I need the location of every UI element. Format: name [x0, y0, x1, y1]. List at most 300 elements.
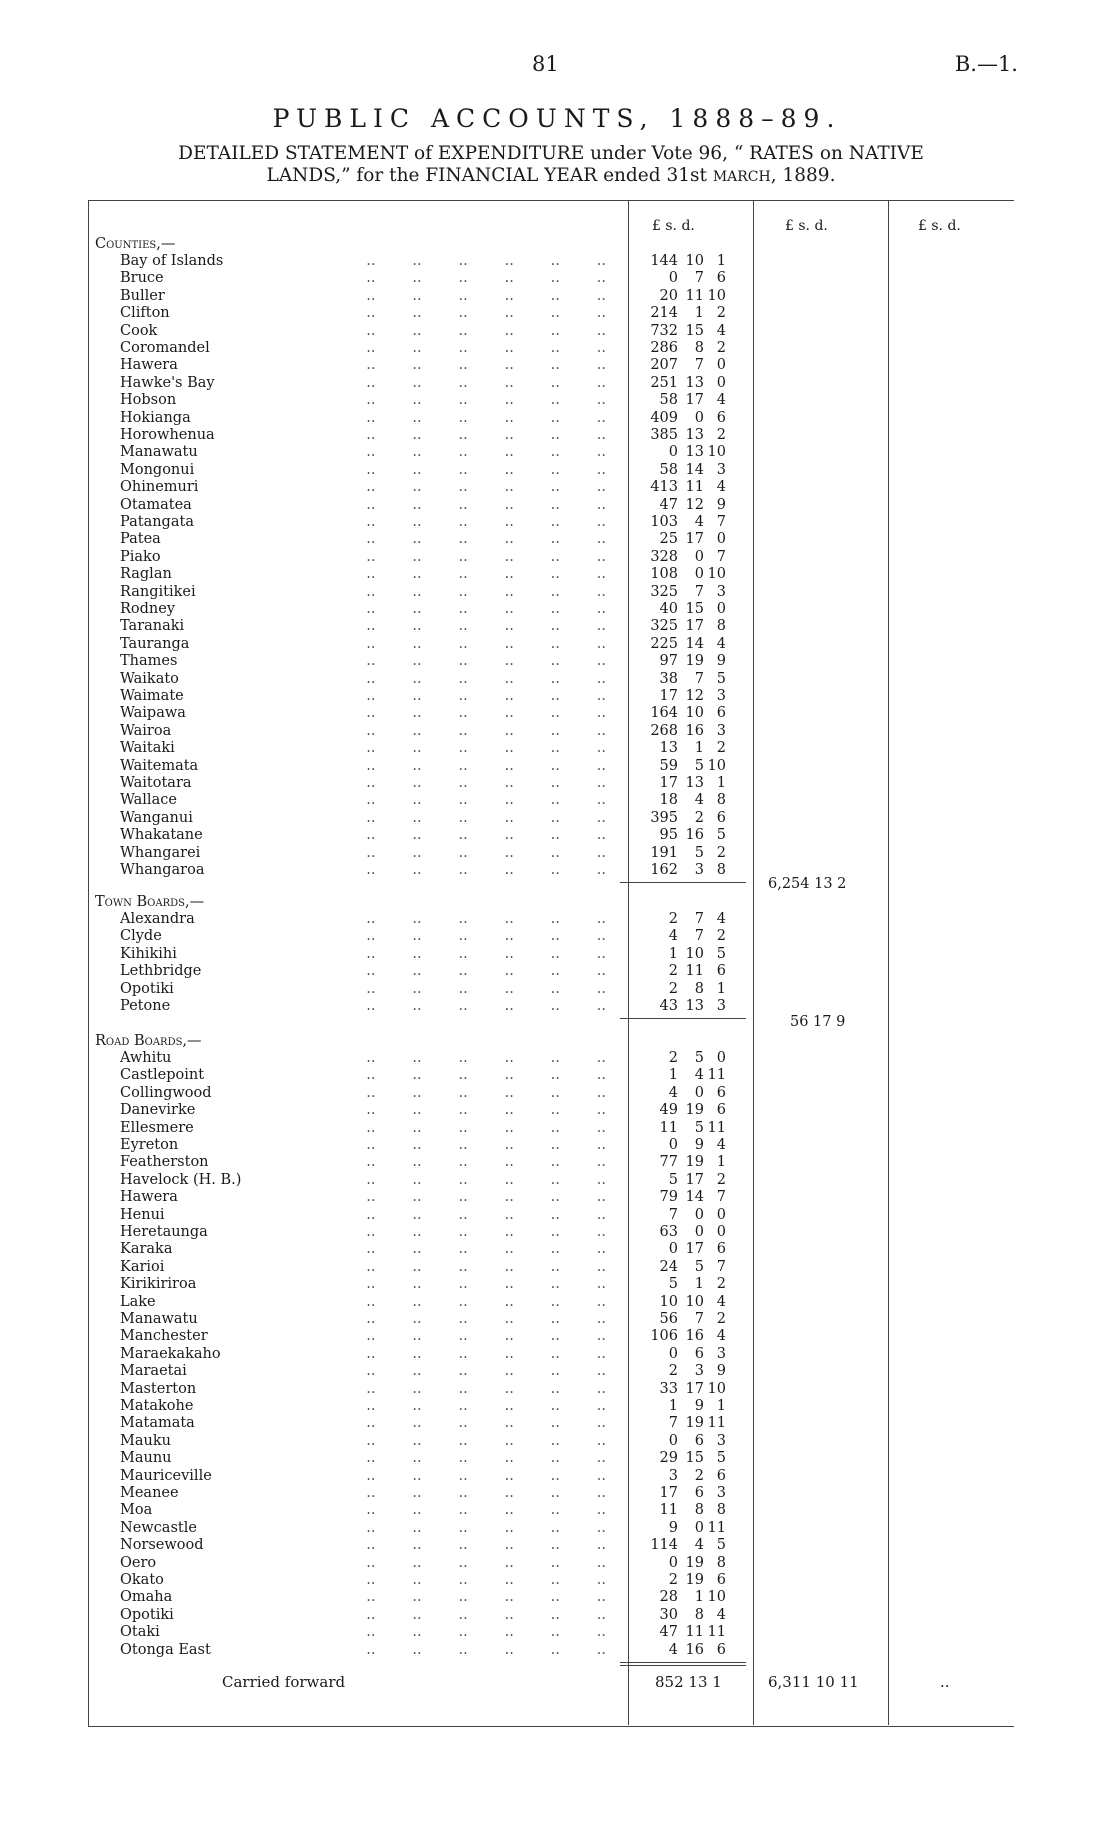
row-label: Mongonui — [120, 461, 195, 478]
row-label: Thames — [120, 653, 178, 670]
amount-shillings: 15 — [685, 322, 704, 339]
table-row — [0, 928, 1114, 945]
row-label: Taranaki — [120, 618, 185, 635]
table-row — [0, 601, 1114, 618]
table-row — [0, 998, 1114, 1015]
amount-shillings: 14 — [685, 461, 704, 478]
amount-shillings: 12 — [685, 688, 704, 704]
table-row — [0, 775, 1114, 792]
document-code: B.—1. — [954, 52, 1018, 76]
row-label: Castlepoint — [120, 1067, 205, 1084]
amount-pounds: 43 — [659, 998, 678, 1014]
leader-dots: .. .. .. .. .. .. — [357, 357, 606, 374]
row-label: Patea — [120, 531, 161, 548]
leader-dots: .. .. .. .. .. .. — [357, 963, 606, 980]
row-label: Mauriceville — [120, 1467, 212, 1484]
leader-dots: .. .. .. .. .. .. — [357, 392, 606, 409]
leader-dots: .. .. .. .. .. .. — [357, 635, 606, 652]
amount-pence: 5 — [716, 1450, 726, 1467]
leader-dots: .. .. .. .. .. .. — [357, 601, 606, 617]
amount-shillings: 17 — [685, 1380, 704, 1397]
table-row — [0, 1224, 1114, 1241]
leader-dots: .. .. .. .. .. .. — [357, 1624, 606, 1641]
amount-shillings: 16 — [685, 1641, 704, 1658]
amount-shillings: 13 — [685, 775, 704, 791]
amount-pounds: 63 — [659, 1224, 678, 1240]
amount-pounds: 732 — [650, 322, 678, 339]
table-row — [0, 1468, 1114, 1485]
table-row — [0, 253, 1114, 270]
amount-pounds: 59 — [659, 757, 678, 774]
leader-dots: .. .. .. .. .. .. — [357, 1189, 606, 1206]
leader-dots: .. .. .. .. .. .. — [357, 653, 606, 670]
page-number: 81 — [532, 52, 559, 76]
row-label: Meanee — [120, 1485, 179, 1501]
column-header-3: £ s. d. — [918, 218, 961, 234]
amount-pence: 10 — [707, 1380, 726, 1397]
row-label: Karaka — [120, 1241, 173, 1258]
table-row — [0, 514, 1114, 531]
table-row — [0, 1485, 1114, 1502]
amount-pence: 0 — [716, 1206, 726, 1223]
amount-pounds: 11 — [659, 1119, 678, 1136]
table-row — [0, 1624, 1114, 1641]
amount-pounds: 0 — [668, 1554, 678, 1571]
table-row — [0, 1207, 1114, 1224]
page-title: PUBLIC ACCOUNTS, 1888–89. — [272, 104, 842, 133]
row-label: Otamatea — [120, 496, 192, 513]
amount-pence: 11 — [707, 1624, 726, 1641]
row-label: Waimate — [120, 688, 184, 704]
table-row — [0, 723, 1114, 740]
table-row — [0, 1311, 1114, 1328]
subtitle-month: MARCH — [712, 169, 771, 185]
table-row — [0, 1607, 1114, 1624]
row-label: Kihikihi — [120, 945, 177, 962]
row-label: Bruce — [120, 270, 164, 287]
leader-dots: .. .. .. .. .. .. — [357, 1241, 606, 1258]
row-label: Opotiki — [120, 980, 174, 997]
leader-dots: .. .. .. .. .. .. — [357, 270, 606, 287]
amount-pounds: 56 — [659, 1311, 678, 1327]
amount-shillings: 10 — [685, 1293, 704, 1310]
amount-shillings: 2 — [694, 1467, 704, 1484]
row-label: Patangata — [120, 514, 194, 530]
leader-dots: .. .. .. .. .. .. — [357, 496, 606, 513]
table-row — [0, 740, 1114, 757]
table-row — [0, 636, 1114, 653]
row-label: Hawke's Bay — [120, 374, 215, 391]
row-label: Lethbridge — [120, 963, 202, 980]
amount-pounds: 1 — [668, 1067, 678, 1084]
amount-shillings: 7 — [694, 270, 704, 287]
row-label: Norsewood — [120, 1537, 204, 1554]
amount-shillings: 7 — [694, 911, 704, 927]
amount-shillings: 5 — [694, 1258, 704, 1275]
amount-pence: 7 — [716, 548, 726, 565]
table-row — [0, 531, 1114, 548]
row-label: Wairoa — [120, 722, 172, 739]
column-header-1: £ s. d. — [652, 218, 695, 234]
table-row — [0, 946, 1114, 963]
amount-pence: 3 — [716, 688, 726, 704]
leader-dots: .. .. .. .. .. .. — [357, 862, 606, 878]
row-label: Whakatane — [120, 827, 203, 844]
amount-pounds: 0 — [668, 444, 678, 461]
amount-shillings: 1 — [694, 740, 704, 757]
row-label: Horowhenua — [120, 427, 215, 443]
amount-pence: 2 — [716, 1311, 726, 1327]
amount-pence: 5 — [716, 827, 726, 844]
amount-shillings: 13 — [685, 998, 704, 1014]
amount-pounds: 25 — [659, 531, 678, 548]
amount-pence: 5 — [716, 1537, 726, 1554]
table-row — [0, 792, 1114, 809]
amount-pence: 2 — [716, 340, 726, 356]
amount-shillings: 8 — [694, 340, 704, 356]
amount-pence: 6 — [716, 409, 726, 426]
section-heading: Town Boards,— — [95, 894, 205, 910]
amount-pounds: 214 — [650, 305, 678, 322]
table-row — [0, 1328, 1114, 1345]
amount-shillings: 7 — [694, 357, 704, 374]
row-label: Havelock (H. B.) — [120, 1171, 242, 1188]
table-row — [0, 1276, 1114, 1293]
amount-pounds: 24 — [659, 1258, 678, 1275]
table-row — [0, 911, 1114, 928]
amount-pounds: 0 — [668, 1345, 678, 1362]
row-label: Petone — [120, 998, 171, 1014]
row-label: Featherston — [120, 1154, 209, 1171]
subtotal-rule — [620, 1018, 746, 1019]
leader-dots: .. .. .. .. .. .. — [357, 1102, 606, 1119]
amount-shillings: 2 — [694, 809, 704, 826]
amount-shillings: 1 — [694, 1589, 704, 1606]
amount-pounds: 58 — [659, 461, 678, 478]
table-row — [0, 1520, 1114, 1537]
row-label: Whangaroa — [120, 862, 205, 878]
leader-dots: .. .. .. .. .. .. — [357, 1415, 606, 1432]
leader-dots: .. .. .. .. .. .. — [357, 844, 606, 861]
leader-dots: .. .. .. .. .. .. — [357, 479, 606, 496]
amount-pence: 3 — [716, 722, 726, 739]
table-row — [0, 427, 1114, 444]
row-label: Maraekakaho — [120, 1345, 221, 1362]
amount-shillings: 6 — [694, 1345, 704, 1362]
row-label: Hobson — [120, 392, 177, 409]
amount-pence: 10 — [707, 566, 726, 583]
amount-pence: 11 — [707, 1067, 726, 1084]
leader-dots: .. .. .. .. .. .. — [357, 1363, 606, 1380]
subtitle-line-2 — [86, 165, 1016, 188]
amount-pounds: 413 — [650, 479, 678, 496]
amount-pounds: 79 — [659, 1189, 678, 1206]
row-label: Oero — [120, 1554, 157, 1571]
row-label: Rodney — [120, 601, 176, 617]
table-row — [0, 1085, 1114, 1102]
amount-pounds: 17 — [659, 1485, 678, 1501]
amount-shillings: 1 — [694, 305, 704, 322]
amount-shillings: 6 — [694, 1485, 704, 1501]
leader-dots: .. .. .. .. .. .. — [357, 409, 606, 426]
row-label: Whangarei — [120, 844, 201, 861]
row-label: Bay of Islands — [120, 253, 224, 269]
table-row — [0, 1241, 1114, 1258]
table-row — [0, 1189, 1114, 1206]
amount-shillings: 8 — [694, 980, 704, 997]
table-row — [0, 479, 1114, 496]
table-row — [0, 1537, 1114, 1554]
section-total: 56 17 9 — [790, 1014, 846, 1030]
row-label: Waipawa — [120, 705, 186, 722]
amount-pence: 3 — [716, 583, 726, 600]
table-row — [0, 1589, 1114, 1606]
row-label: Omaha — [120, 1589, 173, 1606]
amount-shillings: 13 — [685, 374, 704, 391]
table-row — [0, 375, 1114, 392]
amount-pounds: 0 — [668, 270, 678, 287]
amount-pounds: 225 — [650, 635, 678, 652]
amount-shillings: 0 — [694, 1206, 704, 1223]
amount-pounds: 0 — [668, 1241, 678, 1258]
amount-pounds: 328 — [650, 548, 678, 565]
leader-dots: .. .. .. .. .. .. — [357, 1328, 606, 1345]
leader-dots: .. .. .. .. .. .. — [357, 1606, 606, 1623]
row-label: Wanganui — [120, 809, 193, 826]
row-label: Waikato — [120, 670, 179, 687]
amount-pence: 5 — [716, 670, 726, 687]
amount-shillings: 3 — [694, 862, 704, 878]
leader-dots: .. .. .. .. .. .. — [357, 1641, 606, 1658]
amount-pence: 8 — [716, 1502, 726, 1519]
amount-shillings: 17 — [685, 1241, 704, 1258]
amount-shillings: 0 — [694, 409, 704, 426]
amount-pounds: 325 — [650, 583, 678, 600]
table-row — [0, 288, 1114, 305]
amount-shillings: 7 — [694, 928, 704, 945]
amount-pence: 4 — [716, 911, 726, 927]
leader-dots: .. .. .. .. .. .. — [357, 911, 606, 927]
amount-pounds: 268 — [650, 722, 678, 739]
amount-pence: 6 — [716, 1241, 726, 1258]
leader-dots: .. .. .. .. .. .. — [357, 740, 606, 757]
amount-shillings: 5 — [694, 1119, 704, 1136]
amount-shillings: 19 — [685, 653, 704, 670]
amount-pounds: 18 — [659, 792, 678, 809]
leader-dots: .. .. .. .. .. .. — [357, 566, 606, 583]
amount-pounds: 2 — [668, 1363, 678, 1380]
amount-pence: 3 — [716, 1345, 726, 1362]
row-label: Coromandel — [120, 340, 210, 356]
row-label: Manawatu — [120, 444, 198, 461]
leader-dots: .. .. .. .. .. .. — [357, 1502, 606, 1519]
amount-shillings: 10 — [685, 253, 704, 269]
amount-pence: 0 — [716, 357, 726, 374]
table-row — [0, 1154, 1114, 1171]
amount-pounds: 2 — [668, 1572, 678, 1588]
table-row — [0, 410, 1114, 427]
amount-pence: 8 — [716, 1554, 726, 1571]
leader-dots: .. .. .. .. .. .. — [357, 514, 606, 530]
table-row — [0, 1450, 1114, 1467]
row-label: Mauku — [120, 1432, 171, 1449]
amount-pence: 11 — [707, 1119, 726, 1136]
row-label: Heretaunga — [120, 1224, 208, 1240]
amount-pence: 6 — [716, 1641, 726, 1658]
amount-pence: 4 — [716, 1606, 726, 1623]
row-label: Clifton — [120, 305, 170, 322]
row-label: Buller — [120, 287, 165, 304]
amount-pence: 9 — [716, 496, 726, 513]
row-label: Raglan — [120, 566, 172, 583]
leader-dots: .. .. .. .. .. .. — [357, 253, 606, 269]
leader-dots: .. .. .. .. .. .. — [357, 531, 606, 548]
amount-pence: 11 — [707, 1415, 726, 1432]
leader-dots: .. .. .. .. .. .. — [357, 928, 606, 945]
row-label: Hawera — [120, 1189, 178, 1206]
amount-shillings: 0 — [694, 566, 704, 583]
amount-shillings: 19 — [685, 1415, 704, 1432]
table-row — [0, 1102, 1114, 1119]
table-row — [0, 1642, 1114, 1659]
table-row — [0, 1555, 1114, 1572]
amount-pounds: 4 — [668, 1641, 678, 1658]
leader-dots: .. .. .. .. .. .. — [357, 618, 606, 635]
leader-dots: .. .. .. .. .. .. — [357, 1450, 606, 1467]
amount-shillings: 0 — [694, 1084, 704, 1101]
amount-pounds: 5 — [668, 1276, 678, 1293]
amount-pence: 6 — [716, 1102, 726, 1119]
amount-pounds: 162 — [650, 862, 678, 878]
amount-shillings: 7 — [694, 670, 704, 687]
amount-shillings: 16 — [685, 827, 704, 844]
amount-shillings: 17 — [685, 392, 704, 409]
leader-dots: .. .. .. .. .. .. — [357, 1485, 606, 1501]
row-label: Ohinemuri — [120, 479, 199, 496]
amount-shillings: 3 — [694, 1363, 704, 1380]
section-heading: Road Boards,— — [95, 1033, 202, 1049]
subtitle-line-1: DETAILED STATEMENT of EXPENDITURE under Vote 96, “ RATES on NATIVE — [178, 143, 924, 164]
amount-pounds: 207 — [650, 357, 678, 374]
row-label: Karioi — [120, 1258, 165, 1275]
amount-pounds: 17 — [659, 775, 678, 791]
row-label: Matamata — [120, 1415, 195, 1432]
amount-pounds: 395 — [650, 809, 678, 826]
amount-shillings: 5 — [694, 757, 704, 774]
amount-shillings: 4 — [694, 1537, 704, 1554]
amount-shillings: 16 — [685, 1328, 704, 1345]
leader-dots: .. .. .. .. .. .. — [357, 1311, 606, 1327]
table-row — [0, 1381, 1114, 1398]
row-label: Manawatu — [120, 1311, 198, 1327]
leader-dots: .. .. .. .. .. .. — [357, 809, 606, 826]
amount-pence: 4 — [716, 392, 726, 409]
table-row — [0, 444, 1114, 461]
leader-dots: .. .. .. .. .. .. — [357, 340, 606, 356]
leader-dots: .. .. .. .. .. .. — [357, 322, 606, 339]
row-label: Awhitu — [120, 1050, 172, 1066]
amount-pence: 0 — [716, 1224, 726, 1240]
amount-pence: 2 — [716, 740, 726, 757]
amount-pounds: 114 — [650, 1537, 678, 1554]
amount-pounds: 30 — [659, 1606, 678, 1623]
amount-pence: 8 — [716, 618, 726, 635]
amount-pounds: 33 — [659, 1380, 678, 1397]
amount-pence: 9 — [716, 653, 726, 670]
amount-shillings: 11 — [685, 287, 704, 304]
leader-dots: .. .. .. .. .. .. — [357, 1224, 606, 1240]
leader-dots: .. .. .. .. .. .. — [357, 287, 606, 304]
leader-dots: .. .. .. .. .. .. — [357, 1398, 606, 1414]
table-row — [0, 810, 1114, 827]
leader-dots: .. .. .. .. .. .. — [357, 1067, 606, 1084]
amount-shillings: 10 — [685, 945, 704, 962]
subtitle-text: LANDS,” for the FINANCIAL YEAR ended 31st — [266, 165, 713, 186]
amount-pounds: 17 — [659, 688, 678, 704]
amount-pounds: 29 — [659, 1450, 678, 1467]
leader-dots: .. .. .. .. .. .. — [357, 670, 606, 687]
leader-dots: .. .. .. .. .. .. — [357, 775, 606, 791]
amount-pounds: 49 — [659, 1102, 678, 1119]
amount-pounds: 1 — [668, 945, 678, 962]
amount-pounds: 58 — [659, 392, 678, 409]
table-row — [0, 1415, 1114, 1432]
leader-dots: .. .. .. .. .. .. — [357, 945, 606, 962]
leader-dots: .. .. .. .. .. .. — [357, 1345, 606, 1362]
amount-pounds: 47 — [659, 1624, 678, 1641]
row-label: Alexandra — [120, 911, 195, 927]
table-row — [0, 340, 1114, 357]
amount-pounds: 2 — [668, 980, 678, 997]
amount-pence: 2 — [716, 1171, 726, 1188]
subtotal-rule — [620, 882, 746, 883]
table-row — [0, 1346, 1114, 1363]
leader-dots: .. .. .. .. .. .. — [357, 792, 606, 809]
leader-dots: .. .. .. .. .. .. — [357, 427, 606, 443]
amount-pence: 10 — [707, 287, 726, 304]
amount-pence: 8 — [716, 792, 726, 809]
amount-pounds: 7 — [668, 1415, 678, 1432]
row-label: Otonga East — [120, 1641, 211, 1658]
leader-dots: .. .. .. .. .. .. — [357, 1554, 606, 1571]
amount-shillings: 19 — [685, 1554, 704, 1571]
amount-shillings: 16 — [685, 722, 704, 739]
amount-shillings: 4 — [694, 514, 704, 530]
table-row — [0, 758, 1114, 775]
amount-pence: 0 — [716, 531, 726, 548]
amount-shillings: 13 — [685, 444, 704, 461]
table-row — [0, 1050, 1114, 1067]
leader-dots: .. .. .. .. .. .. — [357, 1432, 606, 1449]
row-label: Lake — [120, 1293, 156, 1310]
leader-dots: .. .. .. .. .. .. — [357, 1519, 606, 1536]
table-row — [0, 688, 1114, 705]
table-row — [0, 1120, 1114, 1137]
column-header-2: £ s. d. — [785, 218, 828, 234]
amount-pence: 1 — [716, 1154, 726, 1171]
row-label: Waitaki — [120, 740, 175, 757]
amount-pounds: 20 — [659, 287, 678, 304]
amount-shillings: 5 — [694, 844, 704, 861]
table-row — [0, 323, 1114, 340]
table-row — [0, 963, 1114, 980]
row-label: Ellesmere — [120, 1119, 194, 1136]
amount-pence: 2 — [716, 1276, 726, 1293]
amount-pounds: 103 — [650, 514, 678, 530]
leader-dots: .. .. .. .. .. .. — [357, 548, 606, 565]
row-label: Opotiki — [120, 1606, 174, 1623]
amount-pounds: 28 — [659, 1589, 678, 1606]
